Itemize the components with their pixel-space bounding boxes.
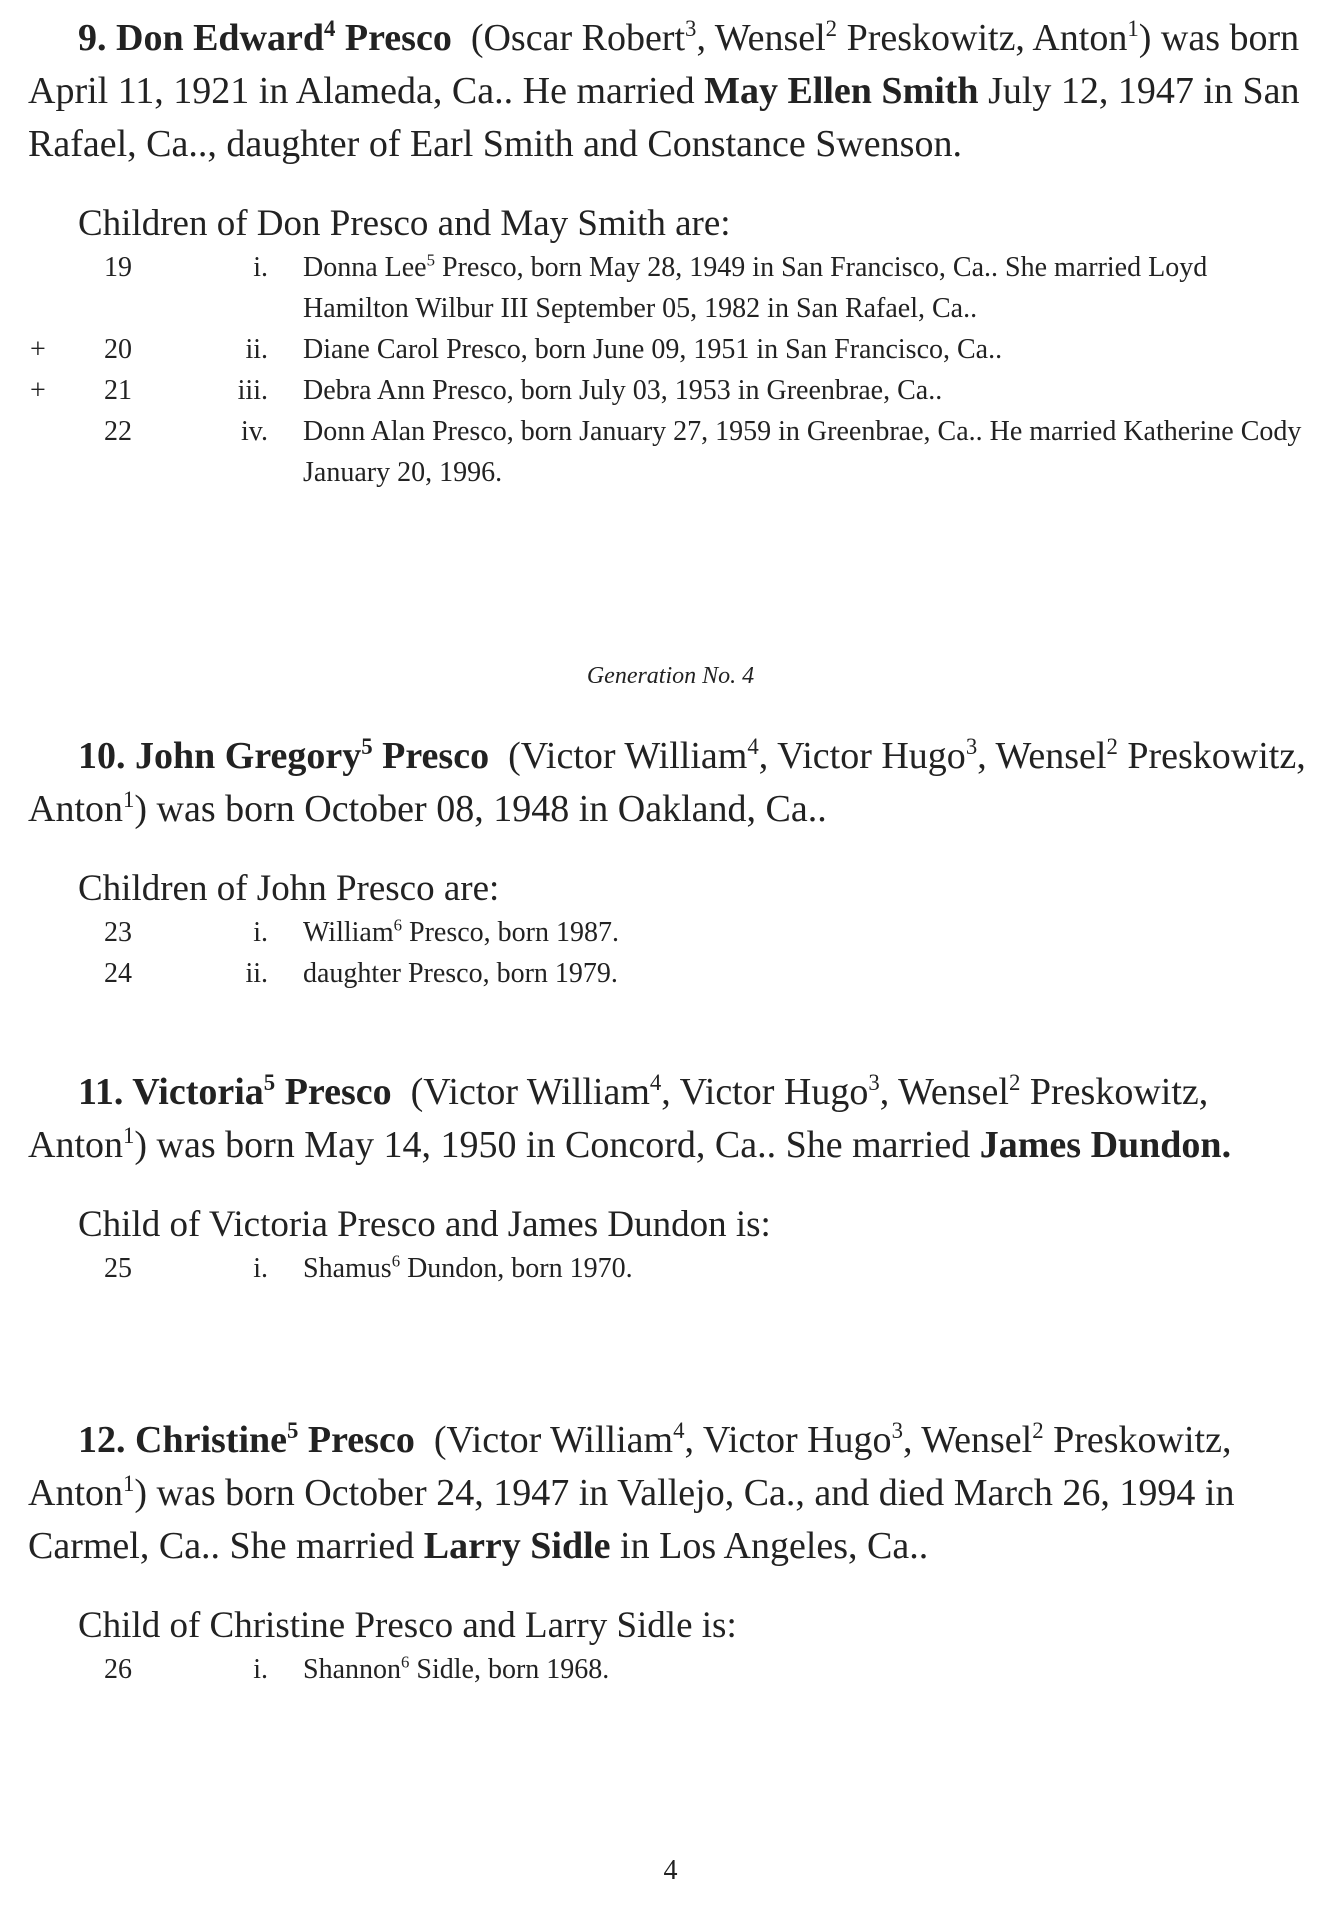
lineage-text: (Victor William <box>433 1419 674 1461</box>
entry-12 <box>28 1414 1318 1690</box>
lineage-text: , Wensel <box>879 1071 1009 1113</box>
person-given-name: Victoria <box>132 1071 264 1113</box>
child-roman-index: ii. <box>245 958 268 989</box>
entry-9-paragraph <box>28 12 1318 171</box>
person-given-name: Christine <box>135 1419 287 1461</box>
generation-superscript: 3 <box>891 1417 903 1443</box>
child-roman-index: i. <box>253 917 268 948</box>
generation-superscript: 2 <box>1008 1069 1021 1095</box>
child-row <box>28 247 1318 329</box>
generation-superscript: 1 <box>123 1470 135 1496</box>
person-surname: Presco <box>382 735 490 777</box>
child-text <box>303 912 1318 953</box>
lineage-text: Preskowitz, Anton <box>28 735 1306 830</box>
child-number: 23 <box>104 917 132 948</box>
lineage-text: Preskowitz, Anton <box>837 17 1128 59</box>
lineage-text: , Wensel <box>977 735 1107 777</box>
page-number: 4 <box>663 1855 678 1886</box>
children-heading: Children of Don Presco and May Smith are: <box>78 203 731 244</box>
lineage-text: , Wensel <box>902 1419 1033 1461</box>
spouse-name: May Ellen Smith <box>704 70 979 112</box>
entry-11 <box>28 1066 1318 1289</box>
child-text <box>303 1649 1318 1690</box>
child-row <box>28 1649 1318 1690</box>
entry-10 <box>28 730 1318 994</box>
child-details: Dundon, born 1970. <box>400 1253 633 1284</box>
spouse-name: Larry Sidle <box>423 1525 611 1567</box>
entry-text: ) was born October 24, 1947 in Vallejo, Ca., and died March 26, 1994 in Carmel, Ca.. She married <box>28 1472 1235 1567</box>
entry-text: . <box>1221 1124 1232 1166</box>
generation-superscript: 3 <box>868 1069 880 1095</box>
generation-superscript: 4 <box>324 15 336 41</box>
child-number: 25 <box>104 1253 132 1284</box>
child-number: 19 <box>104 252 132 283</box>
children-heading: Children of John Presco are: <box>78 868 500 909</box>
child-row <box>28 370 1318 411</box>
child-name: Shannon <box>303 1654 401 1685</box>
child-name: Shamus <box>303 1253 392 1284</box>
entry-text: ) was born May 14, 1950 in Concord, Ca.. She married <box>134 1124 980 1166</box>
entry-text: ) was born April 11, 1921 in Alameda, Ca.. He married <box>28 17 1300 112</box>
child-name: William <box>303 917 394 948</box>
child-text <box>303 370 1318 411</box>
lineage-text: (Victor William <box>410 1071 650 1113</box>
child-text <box>303 953 1318 994</box>
person-given-name: John Gregory <box>135 735 362 777</box>
generation-superscript: 3 <box>685 15 697 41</box>
child-roman-index: iv. <box>241 416 268 447</box>
child-number: 26 <box>104 1654 132 1685</box>
entry-number: 12. <box>78 1419 126 1461</box>
child-text <box>303 1248 1318 1289</box>
child-details: Presco, born 1987. <box>402 917 620 948</box>
generation-superscript: 1 <box>123 1122 135 1148</box>
generation-superscript: 5 <box>263 1069 276 1095</box>
generation-superscript: 2 <box>825 15 838 41</box>
lineage-text: Preskowitz, Anton <box>28 1071 1209 1166</box>
child-text <box>303 411 1318 493</box>
entry-text: in Los Angeles, Ca.. <box>610 1525 929 1567</box>
entry-number: 10. <box>78 735 126 777</box>
entry-text: July 12, 1947 in San Rafael, Ca.., daughter of Earl Smith and Constance Swenson. <box>28 70 1300 165</box>
has-descendants-marker: + <box>30 334 46 365</box>
lineage-text: , Wensel <box>696 17 826 59</box>
child-name: Debra Ann Presco, born July 03, 1953 in Greenbrae, Ca.. <box>303 375 943 406</box>
child-details: Sidle, born 1968. <box>409 1654 610 1685</box>
child-details: Presco, born May 28, 1949 in San Francisco, Ca.. She married Loyd Hamilton Wilbur III September 05, 1982 in San Rafael, Ca.. <box>303 252 1208 324</box>
child-roman-index: iii. <box>237 375 268 406</box>
spouse-name: James Dundon <box>979 1124 1222 1166</box>
entry-12-paragraph <box>28 1414 1318 1573</box>
generation-superscript: 4 <box>747 733 759 759</box>
entry-9 <box>28 12 1318 493</box>
generation-superscript: 2 <box>1032 1417 1044 1443</box>
child-roman-index: i. <box>253 1654 268 1685</box>
generation-superscript: 4 <box>673 1417 685 1443</box>
has-descendants-marker: + <box>30 375 46 406</box>
child-row <box>28 411 1318 493</box>
child-number: 21 <box>104 375 132 406</box>
entry-number: 11. <box>78 1071 124 1113</box>
child-number: 20 <box>104 334 132 365</box>
person-surname: Presco <box>344 17 452 59</box>
child-number: 22 <box>104 416 132 447</box>
child-name: Donna Lee <box>303 252 427 283</box>
lineage-text: (Victor William <box>508 735 748 777</box>
generation-superscript: 5 <box>361 733 373 759</box>
child-row <box>28 953 1318 994</box>
entry-10-paragraph <box>28 730 1318 836</box>
generation-heading: Generation No. 4 <box>586 663 755 689</box>
child-name: Donn Alan Presco, born January 27, 1959 in Greenbrae, Ca.. He married Katherine Cody January 20, 1996. <box>303 416 1302 488</box>
child-row <box>28 1248 1318 1289</box>
generation-superscript: 5 <box>287 1417 299 1443</box>
child-row <box>28 329 1318 370</box>
child-text <box>303 247 1318 329</box>
lineage-text: (Oscar Robert <box>470 17 686 59</box>
generation-superscript: 1 <box>1127 15 1139 41</box>
generation-superscript: 4 <box>649 1069 662 1095</box>
person-surname: Presco <box>284 1071 392 1113</box>
person-given-name: Don Edward <box>116 17 324 59</box>
child-name: Diane Carol Presco, born June 09, 1951 in San Francisco, Ca.. <box>303 334 1003 365</box>
child-text <box>303 329 1318 370</box>
entry-number: 9. <box>78 17 107 59</box>
children-heading: Child of Victoria Presco and James Dundon is: <box>78 1204 771 1245</box>
entry-11-paragraph <box>28 1066 1318 1172</box>
generation-superscript: 2 <box>1106 733 1118 759</box>
generation-superscript: 3 <box>965 733 978 759</box>
child-roman-index: i. <box>253 1253 268 1284</box>
lineage-text: , Victor Hugo <box>661 1071 869 1113</box>
generation-superscript: 1 <box>123 786 135 812</box>
child-roman-index: ii. <box>245 334 268 365</box>
lineage-text: Preskowitz, Anton <box>28 1419 1232 1514</box>
entry-text: ) was born October 08, 1948 in Oakland, Ca.. <box>134 788 827 830</box>
lineage-text: , Victor Hugo <box>684 1419 892 1461</box>
children-heading: Child of Christine Presco and Larry Sidle is: <box>78 1605 737 1646</box>
person-surname: Presco <box>307 1419 415 1461</box>
generation-superscript: 6 <box>393 915 403 935</box>
lineage-text: , Victor Hugo <box>758 735 966 777</box>
child-number: 24 <box>104 958 132 989</box>
child-row <box>28 912 1318 953</box>
generation-superscript: 5 <box>426 250 435 270</box>
child-roman-index: i. <box>253 252 268 283</box>
generation-superscript: 6 <box>401 1652 410 1672</box>
child-name: daughter Presco, born 1979. <box>303 958 618 989</box>
generation-superscript: 6 <box>391 1251 401 1271</box>
